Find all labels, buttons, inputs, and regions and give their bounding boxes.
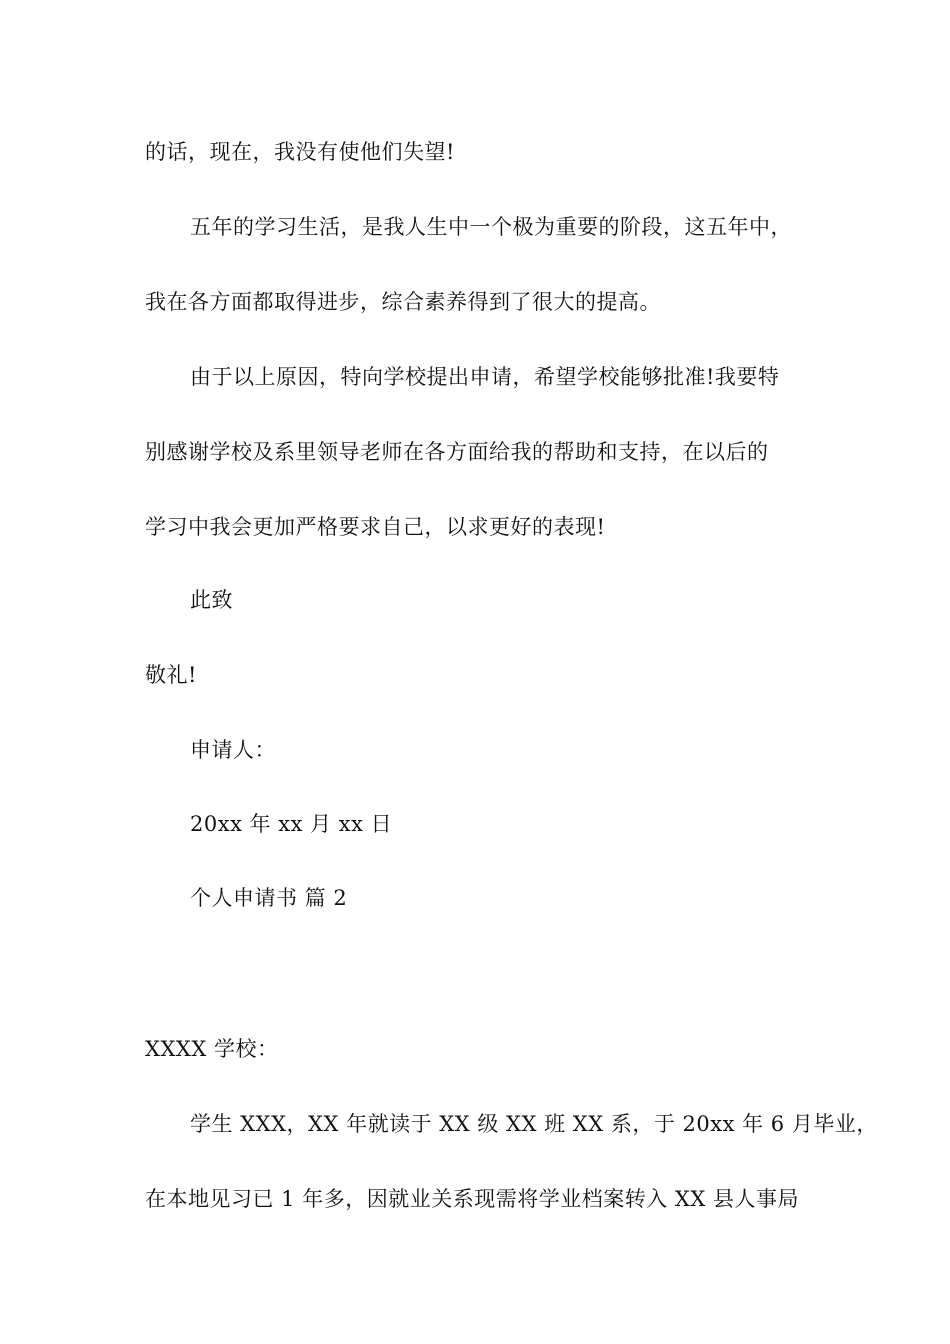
body-text-line: 我在各方面都取得进步，综合素养得到了很大的提高。 bbox=[145, 290, 661, 314]
applicant-label: 申请人： bbox=[190, 738, 276, 762]
paragraph-start-line: 由于以上原因，特向学校提出申请，希望学校能够批准!我要特 bbox=[190, 365, 780, 389]
body-text-line: 的话，现在，我没有使他们失望! bbox=[145, 140, 455, 164]
closing-salutation: 此致 bbox=[190, 588, 233, 612]
body-text-line: 在本地见习已 1 年多，因就业关系现需将学业档案转入 XX 县人事局 bbox=[145, 1187, 799, 1211]
paragraph-start-line: 学生 XXX，XX 年就读于 XX 级 XX 班 XX 系，于 20xx 年 6 月毕业， bbox=[190, 1112, 878, 1136]
date-line: 20xx 年 xx 月 xx 日 bbox=[190, 812, 393, 836]
section-title: 个人申请书 篇 2 bbox=[190, 886, 348, 910]
closing-regards: 敬礼! bbox=[145, 663, 197, 687]
paragraph-start-line: 五年的学习生活，是我人生中一个极为重要的阶段，这五年中， bbox=[190, 215, 792, 239]
addressee-line: XXXX 学校： bbox=[145, 1037, 279, 1061]
body-text-line: 别感谢学校及系里领导老师在各方面给我的帮助和支持，在以后的 bbox=[145, 440, 769, 464]
body-text-line: 学习中我会更加严格要求自己，以求更好的表现! bbox=[145, 515, 606, 539]
